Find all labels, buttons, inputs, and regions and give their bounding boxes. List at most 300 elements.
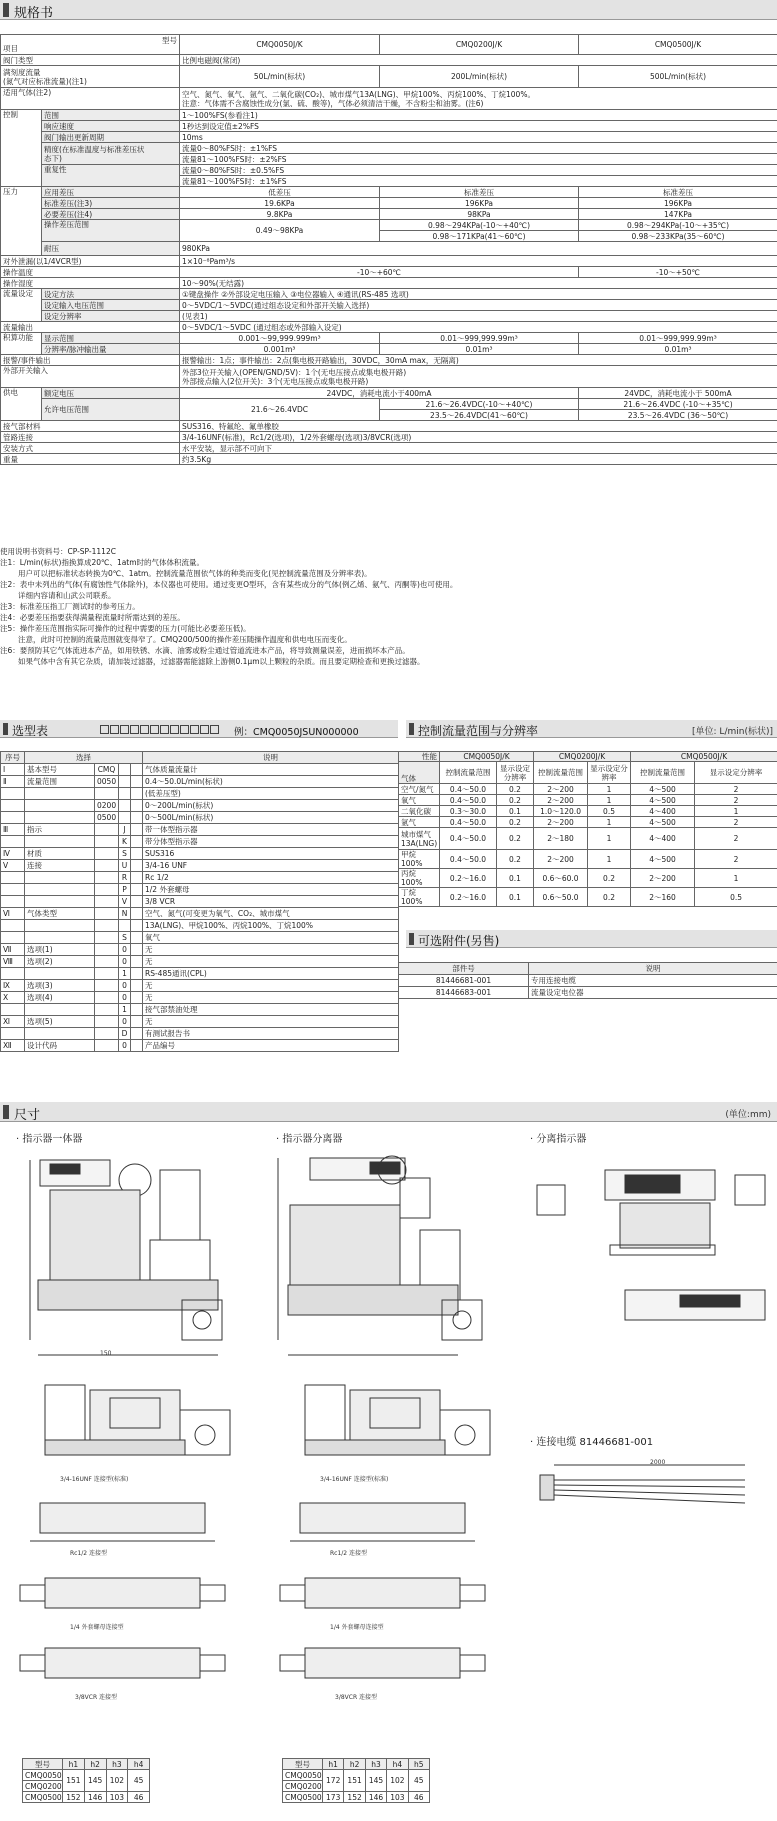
t2-col: h3 xyxy=(365,1759,386,1770)
sel-cell xyxy=(1,812,25,824)
sel-cell: P xyxy=(119,884,131,896)
t1-cell: CMQ0050 xyxy=(23,1770,63,1781)
sel-cell xyxy=(119,776,131,788)
sel-cell xyxy=(25,812,95,824)
sel-cell xyxy=(95,956,119,968)
range-cell: 1 xyxy=(588,817,631,828)
accessory-table xyxy=(398,962,777,999)
range-gas-label: 气体 xyxy=(399,762,440,784)
note-line: 注6：要预防其它气体流进本产品，如用铁锈、水滴、油雾或粉尘通过管道流进本产品，将导致测量误差，进而损坏本产品。 xyxy=(0,646,410,655)
sel-cell: N xyxy=(119,908,131,920)
press-op-2b: 0.98～171KPa(41～60℃) xyxy=(380,231,579,242)
range-unit: [单位: L/min(标状)] xyxy=(692,727,773,737)
t2-cell: 146 xyxy=(365,1792,386,1803)
sel-cell: 3/4-16 UNF xyxy=(143,860,399,872)
sel-row xyxy=(1,1016,399,1028)
sel-cell: S xyxy=(119,932,131,944)
range-row xyxy=(399,795,777,806)
power-allow-2b: 23.5～26.4VDC(41～60℃) xyxy=(380,410,579,421)
sel-cell: 选项(5) xyxy=(25,1016,95,1028)
sel-cell: 带一体型指示器 xyxy=(143,824,399,836)
sel-cell xyxy=(131,884,143,896)
sel-cell xyxy=(131,1040,143,1052)
ctrl-repeat-label: 重复性 xyxy=(42,165,180,187)
flowset-voltage-label: 设定输入电压范围 xyxy=(42,300,180,311)
material-value: SUS316、特氟纶、氟单橡胶 xyxy=(180,421,777,432)
hum-value: 10～90%(无结露) xyxy=(180,278,777,289)
power-group: 供电 xyxy=(1,388,42,421)
sel-cell xyxy=(1,896,25,908)
ctrl-accuracy-label-2: 态下) xyxy=(44,153,62,163)
sel-cell: 无 xyxy=(143,944,399,956)
spec-table xyxy=(0,34,777,465)
t1-col: 型号 xyxy=(23,1759,63,1770)
corner-model-label: 型号 xyxy=(162,36,177,45)
sel-cell: S xyxy=(119,848,131,860)
range-cell: 0.1 xyxy=(497,888,534,907)
flow-label: 满刻度流量 xyxy=(3,67,41,77)
range-gas: 氧气 xyxy=(399,795,440,806)
sel-cell xyxy=(95,1040,119,1052)
sel-cell: R xyxy=(119,872,131,884)
sel-cell xyxy=(95,944,119,956)
range-cell: 4～500 xyxy=(631,784,695,795)
sel-row xyxy=(1,824,399,836)
sel-cell: 连接 xyxy=(25,860,95,872)
range-cell: 2～200 xyxy=(631,869,695,888)
temp-value-1: -10～+60℃ xyxy=(180,267,579,278)
sel-row xyxy=(1,992,399,1004)
sel-cell xyxy=(1,968,25,980)
indicator-side-drawing xyxy=(620,1280,770,1330)
sel-cell: 1 xyxy=(119,968,131,980)
range-cell: 2 xyxy=(695,817,777,828)
range-row xyxy=(399,806,777,817)
sel-cell: U xyxy=(119,860,131,872)
sel-cell: Ⅳ xyxy=(1,848,25,860)
range-cell: 0.2 xyxy=(497,828,534,850)
corner-item-label: 项目 xyxy=(3,44,18,53)
range-cell: 2～200 xyxy=(534,850,588,869)
range-gas: 丙烷100% xyxy=(399,869,440,888)
range-cell: 2～200 xyxy=(534,817,588,828)
t1-cell: 102 xyxy=(106,1770,128,1792)
valve-value: 比例电磁阀(常闭) xyxy=(180,55,777,66)
sel-col-desc: 说明 xyxy=(143,752,399,764)
sel-cell: 无 xyxy=(143,1016,399,1028)
range-cell: 1 xyxy=(588,795,631,806)
sel-cell: 接气部禁油处理 xyxy=(143,1004,399,1016)
range-cell: 1 xyxy=(588,828,631,850)
gas-value-2: 注意：气体需不含腐蚀性成分(氯、硫、酸等)，气体必须清洁干燥，不含粉尘和油雾。(注6) xyxy=(182,98,484,108)
range-cell: 1 xyxy=(588,850,631,869)
range-cell: 0.4～50.0 xyxy=(440,817,497,828)
accum-res-3: 0.01m³ xyxy=(579,344,777,355)
sel-row xyxy=(1,872,399,884)
power-rated-3: 24VDC，消耗电流小于 500mA xyxy=(579,388,777,399)
t1-cell: 152 xyxy=(63,1792,85,1803)
note-line: 注1：L/min(标状)指换算成20℃、1atm时的气体体积流量。 xyxy=(0,558,205,567)
accum-range-1: 0.001～99,999.999m³ xyxy=(180,333,380,344)
acc-desc: 专用连接电缆 xyxy=(529,975,777,987)
press-app-1: 低差压 xyxy=(180,187,380,198)
press-op-1: 0.49～98KPa xyxy=(180,220,380,242)
t2-cell: CMQ0050 xyxy=(283,1770,323,1781)
sel-col-no: 序号 xyxy=(1,752,25,764)
power-allow-3a: 21.6～26.4VDC (-10～+35℃) xyxy=(579,399,777,410)
sel-cell xyxy=(131,1016,143,1028)
sel-cell xyxy=(131,824,143,836)
range-gas: 氩气 xyxy=(399,817,440,828)
range-gas: 城市煤气13A(LNG) xyxy=(399,828,440,850)
range-cell: 0.3～30.0 xyxy=(440,806,497,817)
integral-side-drawing xyxy=(40,1380,240,1470)
sel-cell xyxy=(119,800,131,812)
code-box-icon xyxy=(120,725,129,734)
range-cell: 4～400 xyxy=(631,828,695,850)
ctrl-group: 控制 xyxy=(1,110,42,187)
sel-cell xyxy=(1,788,25,800)
material-label: 接气部材料 xyxy=(1,421,180,432)
sel-cell: 无 xyxy=(143,992,399,1004)
accum-res-2: 0.01m³ xyxy=(380,344,579,355)
range-sub-range: 控制流量范围 xyxy=(631,762,695,784)
sel-cell: 0 xyxy=(119,1040,131,1052)
header-bar-icon xyxy=(3,1105,9,1119)
sel-cell: 0 xyxy=(119,944,131,956)
range-cell: 0.2 xyxy=(588,888,631,907)
sel-row xyxy=(1,932,399,944)
ctrl-repeat-2: 流量81～100%FS时：±1%FS xyxy=(180,176,777,187)
sel-row xyxy=(1,848,399,860)
ctrl-range-value: 1～100%FS(参看注1) xyxy=(180,110,777,121)
sel-cell xyxy=(95,896,119,908)
sel-row xyxy=(1,812,399,824)
sel-cell xyxy=(1,836,25,848)
range-row xyxy=(399,869,777,888)
selection-header xyxy=(0,720,398,738)
power-allow-label: 允许电压范围 xyxy=(42,399,180,421)
t2-cell: 151 xyxy=(344,1770,365,1792)
press-endure-value: 980KPa xyxy=(180,242,777,256)
power-allow-2a: 21.6～26.4VDC(-10～+40℃) xyxy=(380,399,579,410)
t2-cell: 102 xyxy=(387,1770,408,1792)
range-cell: 1 xyxy=(695,869,777,888)
range-cell: 4～500 xyxy=(631,817,695,828)
sel-cell: 无 xyxy=(143,956,399,968)
sel-cell: 带分体型指示器 xyxy=(143,836,399,848)
sel-cell xyxy=(95,920,119,932)
indicator-front-drawing xyxy=(535,1155,775,1275)
range-header xyxy=(406,720,777,738)
sel-cell: Ⅰ xyxy=(1,764,25,776)
t2-cell: 103 xyxy=(387,1792,408,1803)
t2-cell: 152 xyxy=(344,1792,365,1803)
weight-label: 重量 xyxy=(1,454,180,465)
note-line: 详细内容请和山武公司联系。 xyxy=(18,591,116,600)
range-cell: 0.6～60.0 xyxy=(534,869,588,888)
range-cell: 0.4～50.0 xyxy=(440,828,497,850)
range-cell: 0.1 xyxy=(497,869,534,888)
hum-label: 操作湿度 xyxy=(1,278,180,289)
flowset-method-value: ①键盘操作 ②外部设定电压输入 ③电位器输入 ④通讯(RS-485 选项) xyxy=(180,289,777,300)
sel-cell: CMQ xyxy=(95,764,119,776)
note-line: 注3：标准差压指工厂测试时的参考压力。 xyxy=(0,602,140,611)
sel-cell xyxy=(131,956,143,968)
install-label: 安装方式 xyxy=(1,443,180,454)
range-perf-label: 性能 xyxy=(399,752,440,762)
sel-cell: 气体类型 xyxy=(25,908,95,920)
nut-variant-drawing xyxy=(15,1570,235,1620)
range-table xyxy=(398,751,777,907)
sel-cell: Ⅴ xyxy=(1,860,25,872)
header-bar-icon xyxy=(409,933,414,945)
sel-cell: 氧气 xyxy=(143,932,399,944)
code-box-icon xyxy=(130,725,139,734)
accum-range-3: 0.01～999,999.99m³ xyxy=(579,333,777,344)
code-box-icon xyxy=(180,725,189,734)
range-cell: 0.4～50.0 xyxy=(440,784,497,795)
t1-cell: 45 xyxy=(128,1770,150,1792)
code-box-icon xyxy=(190,725,199,734)
range-row xyxy=(399,784,777,795)
range-cell: 2～160 xyxy=(631,888,695,907)
range-model-0500: CMQ0500J/K xyxy=(631,752,777,762)
t2-cell: CMQ0500 xyxy=(283,1792,323,1803)
sel-cell: 0 xyxy=(119,992,131,1004)
spec-model-0200: CMQ0200J/K xyxy=(380,35,579,55)
sel-cell: RS-485通讯(CPL) xyxy=(143,968,399,980)
sel-cell xyxy=(25,836,95,848)
sel-cell: Rc 1/2 xyxy=(143,872,399,884)
t2-cell: 46 xyxy=(408,1792,429,1803)
sel-cell: Ⅶ xyxy=(1,944,25,956)
sel-cell xyxy=(95,1004,119,1016)
range-row xyxy=(399,817,777,828)
sel-col-choice: 选择 xyxy=(25,752,143,764)
range-model-0200: CMQ0200J/K xyxy=(534,752,631,762)
cap-nut: 1/4 外套螺母连接型 xyxy=(330,1624,384,1631)
range-gas: 空气/氮气 xyxy=(399,784,440,795)
flow-0050: 50L/min(标状) xyxy=(180,66,380,88)
t1-col: h4 xyxy=(128,1759,150,1770)
acc-desc: 流量设定电位器 xyxy=(529,987,777,999)
t2-col: 型号 xyxy=(283,1759,323,1770)
range-cell: 2 xyxy=(695,795,777,806)
sel-cell xyxy=(95,932,119,944)
note-line: 如果气体中含有其它杂质，请加装过滤器，过滤器需能滤除上游侧0.1μm以上颗粒的杂质。而且要定期检查和更换过滤器。 xyxy=(18,657,425,666)
press-endure-label: 耐压 xyxy=(42,242,180,256)
sel-cell xyxy=(25,884,95,896)
power-allow-3b: 23.5～26.4VDC (36～50℃) xyxy=(579,410,777,421)
vcr-variant-drawing xyxy=(15,1640,235,1690)
code-box-icon xyxy=(110,725,119,734)
sel-row xyxy=(1,1028,399,1040)
accessory-title: 可选附件(另售) xyxy=(418,934,500,948)
note-line: 使用说明书资料号：CP-SP-1112C xyxy=(0,547,116,556)
sel-cell: 气体质量流量计 xyxy=(143,764,399,776)
code-box-icon xyxy=(200,725,209,734)
power-allow-1: 21.6～26.4VDC xyxy=(180,399,380,421)
power-rated-12: 24VDC，消耗电流小于400mA xyxy=(180,388,579,399)
sel-cell: 0 xyxy=(119,956,131,968)
sel-cell xyxy=(131,980,143,992)
spec-section-header xyxy=(0,0,777,20)
ctrl-repeat-1: 流量0～80%FS时：±0.5%FS xyxy=(180,165,777,176)
range-cell: 0.2 xyxy=(497,784,534,795)
sel-cell xyxy=(131,1004,143,1016)
sel-cell xyxy=(131,788,143,800)
nut-variant-drawing xyxy=(275,1570,495,1620)
sel-cell: 基本型号 xyxy=(25,764,95,776)
sel-cell: Ⅵ xyxy=(1,908,25,920)
sel-row xyxy=(1,896,399,908)
gas-label: 适用气体(注2) xyxy=(1,88,180,110)
integral-front-drawing xyxy=(10,1150,260,1360)
press-std-3: 196KPa xyxy=(579,198,777,209)
range-title: 控制流量范围与分辨率 xyxy=(418,724,539,738)
t2-col: h4 xyxy=(387,1759,408,1770)
accum-range-2: 0.01～999,999.99m³ xyxy=(380,333,579,344)
press-std-2: 196KPa xyxy=(380,198,579,209)
sel-cell: (低差压型) xyxy=(143,788,399,800)
range-cell: 0.4～50.0 xyxy=(440,850,497,869)
sel-cell: 1 xyxy=(119,1004,131,1016)
sel-cell xyxy=(95,788,119,800)
accessory-header xyxy=(406,930,777,948)
t2-cell: 45 xyxy=(408,1770,429,1792)
sel-cell xyxy=(95,1028,119,1040)
sel-cell xyxy=(1,884,25,896)
sel-cell xyxy=(95,872,119,884)
ext-value-1: 外部3位开关输入(OPEN/GND/5V)：1个(无电压接点或集电极开路) xyxy=(182,367,407,377)
range-cell: 0.5 xyxy=(588,806,631,817)
range-cell: 4～500 xyxy=(631,850,695,869)
sel-cell: Ⅲ xyxy=(1,824,25,836)
t2-cell: 173 xyxy=(323,1792,344,1803)
ext-value-2: 外部接点输入(2位开关)：3个(无电压接点或集电极开路) xyxy=(182,376,369,386)
spec-title: 规格书 xyxy=(14,6,54,21)
press-app-label: 应用差压 xyxy=(42,187,180,198)
range-gas: 二氧化碳 xyxy=(399,806,440,817)
range-cell: 2 xyxy=(695,850,777,869)
t2-cell: 145 xyxy=(365,1770,386,1792)
sel-cell: 指示 xyxy=(25,824,95,836)
sel-cell: V xyxy=(119,896,131,908)
code-box-icon xyxy=(150,725,159,734)
accum-res-1: 0.001m³ xyxy=(180,344,380,355)
code-box-icon xyxy=(160,725,169,734)
press-need-3: 147KPa xyxy=(579,209,777,220)
range-cell: 4～400 xyxy=(631,806,695,817)
dims-title: 尺寸 xyxy=(14,1108,41,1123)
flow-0200: 200L/min(标状) xyxy=(380,66,579,88)
press-std-1: 19.6KPa xyxy=(180,198,380,209)
ctrl-response-value: 1秒达到设定值±2%FS xyxy=(180,121,777,132)
sel-cell: 1/2 外套螺母 xyxy=(143,884,399,896)
flow-label-2: (氮气对应标准流量)(注1) xyxy=(3,76,87,86)
sel-cell xyxy=(25,872,95,884)
cap-nut: 1/4 外套螺母连接型 xyxy=(70,1624,124,1631)
sel-row xyxy=(1,1040,399,1052)
press-app-3: 标准差压 xyxy=(579,187,777,198)
range-sub-range: 控制流量范围 xyxy=(440,762,497,784)
separate-side-drawing xyxy=(300,1380,500,1470)
sel-cell xyxy=(25,920,95,932)
sel-row xyxy=(1,836,399,848)
sel-cell: Ⅹ xyxy=(1,992,25,1004)
sel-cell xyxy=(131,776,143,788)
press-group: 压力 xyxy=(1,187,42,256)
selection-example: 例：CMQ0050JSUN000000 xyxy=(234,727,359,738)
sel-cell xyxy=(95,836,119,848)
sel-cell xyxy=(25,932,95,944)
sel-cell: D xyxy=(119,1028,131,1040)
sel-cell: Ⅸ xyxy=(1,980,25,992)
sel-cell xyxy=(25,968,95,980)
t2-col: h2 xyxy=(344,1759,365,1770)
sel-cell: SUS316 xyxy=(143,848,399,860)
sel-cell xyxy=(119,812,131,824)
acc-part: 81446683-001 xyxy=(399,987,529,999)
dims-label-indicator: · 分离指示器 xyxy=(530,1134,587,1145)
sel-cell xyxy=(95,824,119,836)
press-need-1: 9.8KPa xyxy=(180,209,380,220)
sel-cell xyxy=(1,1004,25,1016)
t2-col: h1 xyxy=(323,1759,344,1770)
press-std-label: 标准差压(注3) xyxy=(42,198,180,209)
flowset-method-label: 设定方法 xyxy=(42,289,180,300)
sel-cell xyxy=(1,932,25,944)
sel-cell: 0 xyxy=(119,980,131,992)
sel-cell xyxy=(95,1016,119,1028)
press-op-3a: 0.98～294KPa(-10～+35℃) xyxy=(579,220,777,231)
t1-cell: 103 xyxy=(106,1792,128,1803)
range-cell: 2 xyxy=(695,784,777,795)
sel-cell xyxy=(131,968,143,980)
selection-title: 选型表 xyxy=(12,724,49,738)
cap-rc: Rc1/2 连接型 xyxy=(70,1550,108,1557)
t2-col: h5 xyxy=(408,1759,429,1770)
sel-cell xyxy=(95,848,119,860)
note-line: 注2：表中未列出的气体(有腐蚀性气体除外)，本仪器也可使用。通过变更O型环，含有某些成分的气体(例乙烯、氨气、丙酮等)也可使用。 xyxy=(0,580,458,589)
range-cell: 4～500 xyxy=(631,795,695,806)
dim-150: 150 xyxy=(100,1350,112,1357)
sel-row xyxy=(1,920,399,932)
sel-row xyxy=(1,908,399,920)
sel-cell: 有测试报告书 xyxy=(143,1028,399,1040)
sel-cell xyxy=(25,788,95,800)
cap-rc: Rc1/2 连接型 xyxy=(330,1550,368,1557)
sel-cell xyxy=(131,764,143,776)
ctrl-cycle-value: 10ms xyxy=(180,132,777,143)
sel-cell xyxy=(95,884,119,896)
range-gas: 甲烷100% xyxy=(399,850,440,869)
code-box-icon xyxy=(170,725,179,734)
sel-row xyxy=(1,800,399,812)
range-cell: 1 xyxy=(588,784,631,795)
press-need-2: 98KPa xyxy=(380,209,579,220)
sel-cell: K xyxy=(119,836,131,848)
range-cell: 1 xyxy=(695,806,777,817)
range-cell: 2 xyxy=(695,828,777,850)
cap-vcr: 3/8VCR 连接型 xyxy=(75,1694,118,1701)
sel-cell: 选项(4) xyxy=(25,992,95,1004)
install-value: 水平安装，显示部不可向下 xyxy=(180,443,777,454)
sel-cell: Ⅺ xyxy=(1,1016,25,1028)
sel-row xyxy=(1,1004,399,1016)
sel-cell xyxy=(95,908,119,920)
